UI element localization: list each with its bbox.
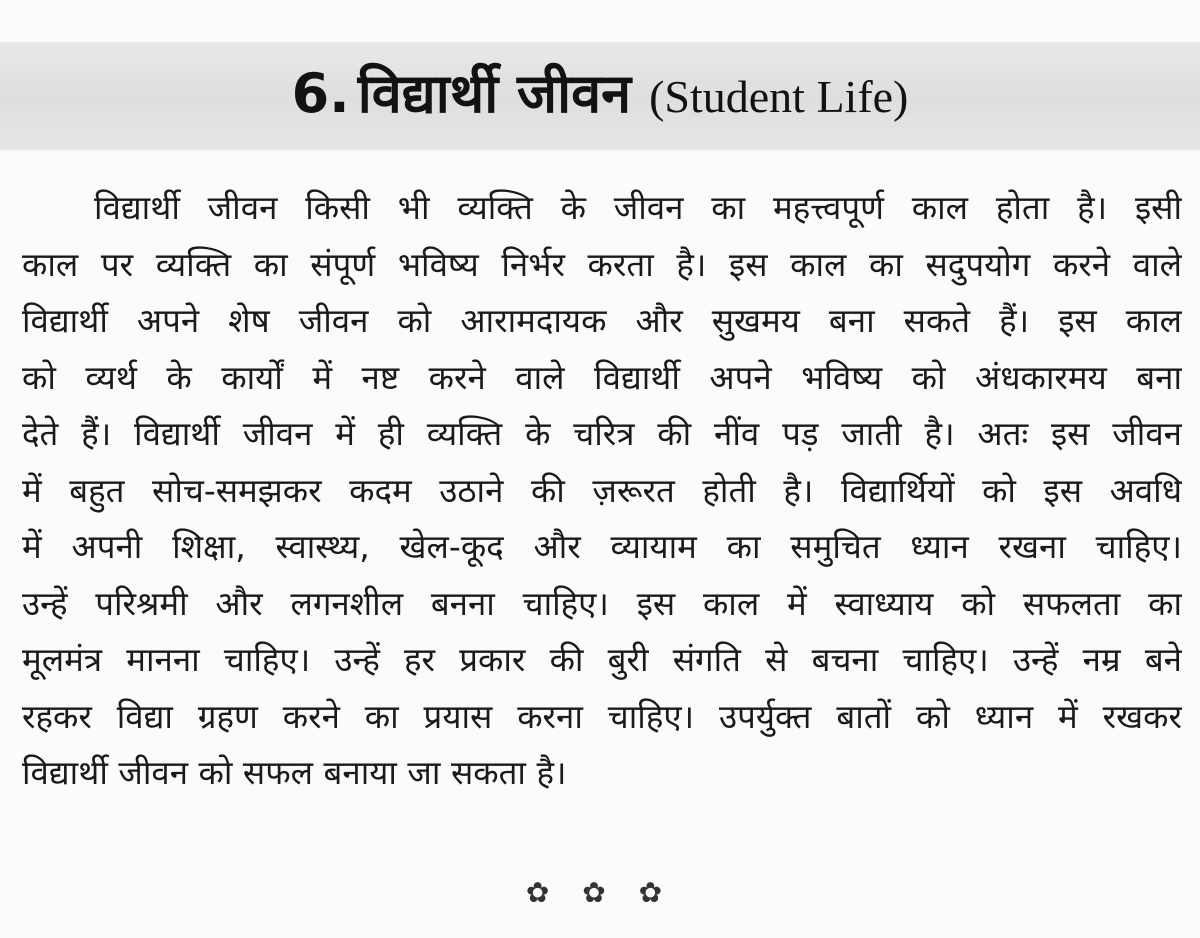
page-title	[0, 54, 1200, 128]
title-english: (Student Life)	[649, 71, 909, 122]
paragraph-line: में बहुत सोच-समझकर कदम उठाने की ज़रूरत होती है। विद्यार्थियों को इस अवधि	[22, 470, 1182, 510]
paragraph-line: रहकर विद्या ग्रहण करने का प्रयास करना चाहिए। उपर्युक्त बातों को ध्यान में रखकर	[22, 696, 1182, 736]
flower-ornament-icon: ✿ ✿ ✿	[525, 876, 675, 909]
title-hindi: विद्यार्थी जीवन	[357, 62, 632, 125]
paragraph-line: को व्यर्थ के कार्यों में नष्ट करने वाले विद्यार्थी अपने भविष्य को अंधकारमय बना	[22, 357, 1182, 397]
paragraph-line: देते हैं। विद्यार्थी जीवन में ही व्यक्ति के चरित्र की नींव पड़ जाती है। अतः इस जीवन	[22, 414, 1182, 453]
paragraph-line: में अपनी शिक्षा, स्वास्थ्य, खेल-कूद और व्यायाम का समुचित ध्यान रखना चाहिए।	[22, 527, 1182, 566]
paragraph-line: विद्यार्थी अपने शेष जीवन को आरामदायक और सुखमय बना सकते हैं। इस काल	[22, 301, 1182, 340]
essay-paragraph	[22, 180, 1182, 802]
paragraph-line: विद्यार्थी जीवन को सफल बनाया जा सकता है।	[22, 753, 567, 792]
paragraph-line: विद्यार्थी जीवन किसी भी व्यक्ति के जीवन का महत्त्वपूर्ण काल होता है। इसी	[94, 188, 1182, 227]
title-number: 6.	[291, 62, 350, 125]
paragraph-line: काल पर व्यक्ति का संपूर्ण भविष्य निर्भर करता है। इस काल का सदुपयोग करने वाले	[22, 244, 1182, 284]
paragraph-line: मूलमंत्र मानना चाहिए। उन्हें हर प्रकार की बुरी संगति से बचना चाहिए। उन्हें नम्र बने	[22, 640, 1182, 679]
paragraph-line: उन्हें परिश्रमी और लगनशील बनना चाहिए। इस काल में स्वाध्याय को सफलता का	[22, 583, 1182, 623]
